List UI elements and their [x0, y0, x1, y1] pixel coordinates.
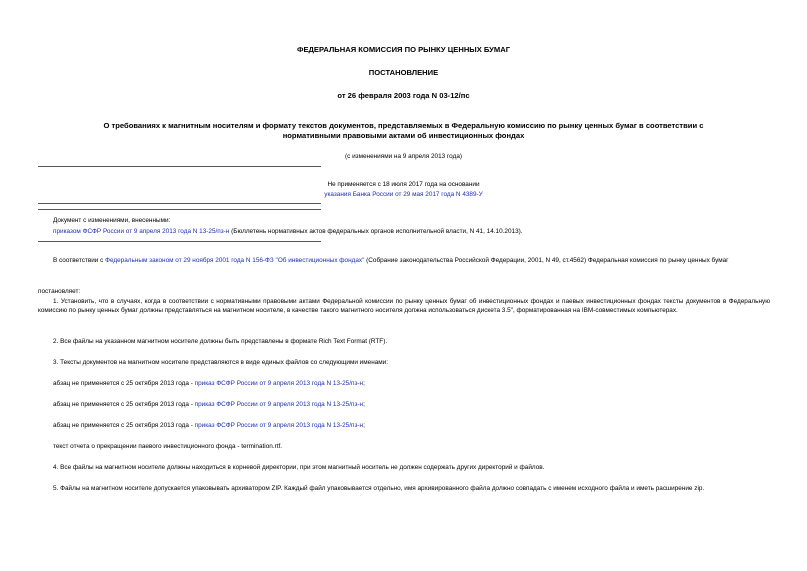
federal-law-link[interactable]: Федеральным законом от 29 ноября 2001 года N 156-ФЗ "Об инвестиционных фондах": [105, 257, 365, 264]
preamble-post: (Собрание законодательства Российской Федерации, 2001, N 49, ст.4562) Федеральная комиссия по рынку ценных бумаг: [364, 257, 729, 264]
lapsed-end: ;: [363, 380, 365, 387]
divider: [38, 166, 321, 167]
item-5-paragraph: 5. Файлы на магнитном носителе допускается упаковывать архиватором ZIP. Каждый файл упаковывается отдельно, имя архивированного файла должно совпадать с именем исходного файла и иметь расширение zip.: [53, 485, 705, 492]
document-type-heading: ПОСТАНОВЛЕНИЕ: [368, 68, 439, 77]
amended-by-label: Документ с изменениями, внесенными:: [53, 217, 171, 224]
lapsed-text: абзац не применяется с 25 октября 2013 года -: [53, 380, 195, 387]
divider: [38, 203, 321, 204]
lapsed-end: ;: [363, 401, 365, 408]
bank-russia-instruction-link[interactable]: указания Банка России от 29 мая 2017 года N 4389-У: [324, 191, 483, 198]
notice-link-row: [0, 191, 807, 200]
item-1-paragraph: 1. Установить, что в случаях, когда в соответствии с нормативными правовыми актами Федеральной комиссии по рынку ценных бумаг об инвестиционных фондах и паевых инвестиционных фондах тексты документов в Федеральную комиссию по рынку ценных бумаг должны представляться на магнитном носителе, в качестве такого магнитного носителя должна использоваться дискета 3.5", форматированная на IBM-совместимых компьютерах.: [38, 298, 770, 314]
lapsed-end: ;: [363, 422, 365, 429]
item-4-paragraph: 4. Все файлы на магнитном носителе должны находиться в корневой директории, при этом магнитный носитель не должен содержать других директорий и файлов.: [53, 464, 545, 471]
termination-file-paragraph: текст отчета о прекращении паевого инвестиционного фонда - termination.rtf.: [53, 443, 283, 450]
item-2-paragraph: 2. Все файлы на указанном магнитном носителе должны быть представлены в формате Rich Text Format (RTF).: [53, 338, 388, 345]
lapsed-paragraph-2: [53, 401, 365, 410]
item-3-paragraph: 3. Тексты документов на магнитном носителе представляются в виде единых файлов со следующими именами:: [53, 359, 389, 366]
fsfr-order-link[interactable]: приказ ФСФР России от 9 апреля 2013 года N 13-25/пз-н: [194, 401, 364, 408]
preamble-pre: В соответствии с: [53, 257, 106, 264]
resolves-label: постановляет:: [38, 288, 81, 295]
document-title-line-1: О требованиях к магнитным носителям и формату текстов документов, представляемых в Федеральную комиссию по рынку ценных бумаг в соответствии с: [103, 121, 704, 130]
lapsed-text: абзац не применяется с 25 октября 2013 года -: [53, 401, 195, 408]
fsfr-order-link[interactable]: приказом ФСФР России от 9 апреля 2013 года N 13-25/пз-н: [53, 228, 230, 235]
fsfr-order-link[interactable]: приказ ФСФР России от 9 апреля 2013 года N 13-25/пз-н: [194, 380, 364, 387]
amended-by-source: (Бюллетень нормативных актов федеральных органов исполнительной власти, N 41, 14.10.2013).: [229, 228, 523, 235]
lapsed-paragraph-1: [53, 380, 365, 389]
fsfr-order-link[interactable]: приказ ФСФР России от 9 апреля 2013 года N 13-25/пз-н: [194, 422, 364, 429]
amended-by-row: [53, 228, 523, 237]
notice-line: Не применяется с 18 июля 2017 года на основании: [327, 181, 480, 188]
divider: [38, 209, 321, 210]
preamble-paragraph: [38, 256, 770, 265]
date-number-heading: от 26 февраля 2003 года N 03-12/пс: [337, 91, 470, 100]
lapsed-text: абзац не применяется с 25 октября 2013 года -: [53, 422, 195, 429]
document-title-line-2: нормативными правовыми актами об инвестиционных фондах: [282, 131, 525, 140]
agency-heading: ФЕДЕРАЛЬНАЯ КОМИССИЯ ПО РЫНКУ ЦЕННЫХ БУМАГ: [296, 45, 511, 54]
divider: [38, 241, 321, 242]
amendments-note: (с изменениями на 9 апреля 2013 года): [345, 153, 462, 160]
lapsed-paragraph-3: [53, 422, 365, 431]
